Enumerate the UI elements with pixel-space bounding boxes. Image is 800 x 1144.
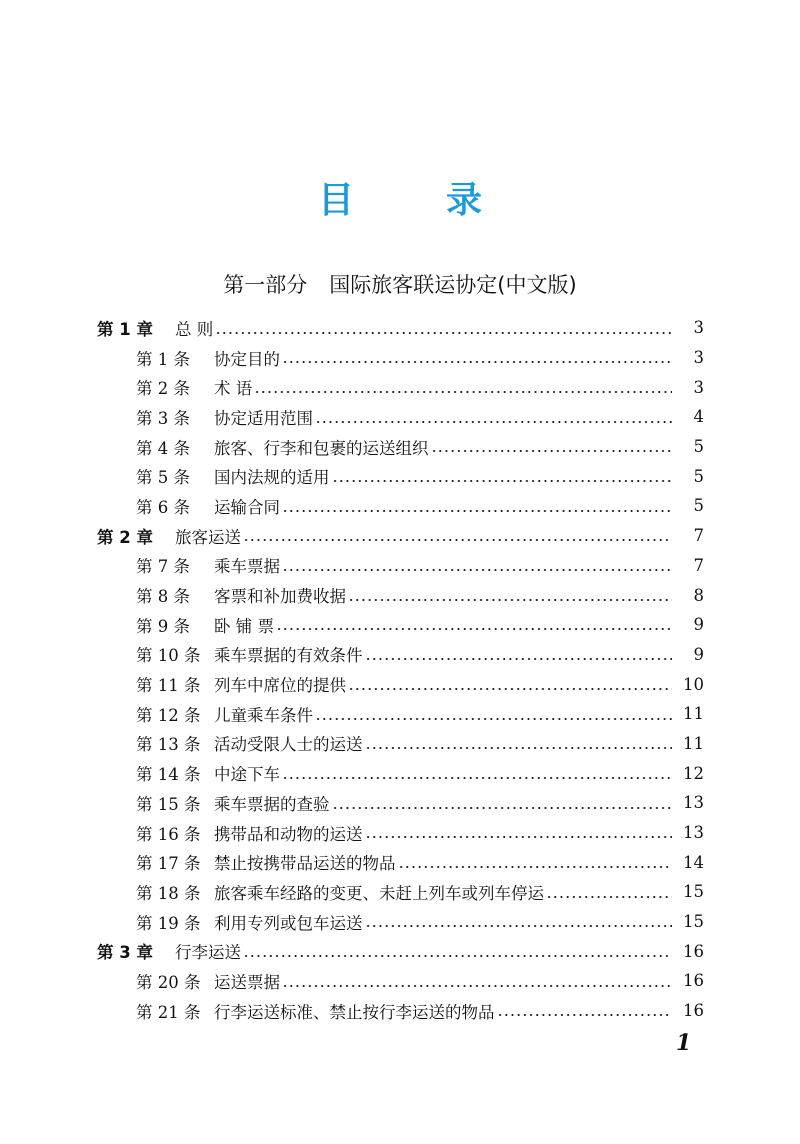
article-title: 运送票据 <box>214 972 280 992</box>
dot-leader <box>365 735 673 752</box>
table-of-contents <box>0 313 800 1026</box>
dot-leader <box>282 765 672 782</box>
part-heading <box>0 270 800 300</box>
toc-article-row[interactable] <box>0 402 800 432</box>
toc-page-number: 9 <box>693 644 704 664</box>
article-number: 第 3 条 <box>136 408 190 428</box>
toc-page-number: 5 <box>693 496 704 516</box>
toc-article-row[interactable] <box>0 758 800 788</box>
chapter-title: 旅客运送 <box>175 527 241 547</box>
toc-article-row[interactable] <box>0 432 800 462</box>
toc-page-number: 11 <box>683 704 704 724</box>
article-title: 乘车票据的有效条件 <box>214 646 363 666</box>
article-title: 国内法规的适用 <box>214 468 330 488</box>
article-title: 客票和补加费收据 <box>214 587 346 607</box>
article-title: 乘车票据 <box>214 557 280 577</box>
toc-page-number: 13 <box>683 793 704 813</box>
dot-leader <box>282 557 672 574</box>
article-number: 第 11 条 <box>136 676 201 696</box>
article-number: 第 4 条 <box>136 438 190 458</box>
article-number: 第 13 条 <box>136 735 201 755</box>
chapter-number: 第 3 章 <box>97 943 153 963</box>
toc-article-row[interactable] <box>0 907 800 937</box>
page-title: 目录 <box>317 180 574 221</box>
article-title: 运输合同 <box>214 497 280 517</box>
toc-page-number: 7 <box>693 555 704 575</box>
dot-leader <box>332 795 673 812</box>
toc-page-number: 9 <box>693 615 704 635</box>
dot-leader <box>332 468 673 485</box>
toc-page-number: 10 <box>683 674 704 694</box>
chapter-number: 第 1 章 <box>97 319 153 339</box>
article-title: 儿童乘车条件 <box>214 705 313 725</box>
dot-leader <box>282 498 672 515</box>
dot-leader <box>365 913 673 930</box>
toc-article-row[interactable] <box>0 788 800 818</box>
article-title: 卧 铺 票 <box>214 616 274 636</box>
article-number: 第 19 条 <box>136 913 201 933</box>
toc-page-number: 8 <box>693 585 704 605</box>
article-number: 第 20 条 <box>136 972 201 992</box>
article-title: 列车中席位的提供 <box>214 676 346 696</box>
article-number: 第 2 条 <box>136 379 190 399</box>
chapter-number: 第 2 章 <box>97 527 153 547</box>
dot-leader <box>431 438 673 455</box>
toc-article-row[interactable] <box>0 461 800 491</box>
article-number: 第 15 条 <box>136 794 201 814</box>
article-title: 活动受限人士的运送 <box>214 735 363 755</box>
article-title: 协定目的 <box>214 349 280 369</box>
article-title: 协定适用范围 <box>214 408 313 428</box>
toc-article-row[interactable] <box>0 729 800 759</box>
article-number: 第 12 条 <box>136 705 201 725</box>
part-name: 国际旅客联运协定(中文版) <box>329 273 577 297</box>
article-title: 禁止按携带品运送的物品 <box>214 854 396 874</box>
toc-page-number: 3 <box>693 377 704 397</box>
toc-page-number: 13 <box>683 823 704 843</box>
dot-leader <box>497 1002 673 1019</box>
toc-article-row[interactable] <box>0 877 800 907</box>
toc-page-number: 3 <box>693 348 704 368</box>
dot-leader <box>243 943 672 960</box>
toc-article-row[interactable] <box>0 818 800 848</box>
article-title: 乘车票据的查验 <box>214 794 330 814</box>
toc-page-number: 12 <box>683 763 704 783</box>
article-title: 行李运送标准、禁止按行李运送的物品 <box>214 1002 495 1022</box>
dot-leader <box>276 616 672 633</box>
dot-leader <box>254 379 672 396</box>
dot-leader <box>546 884 672 901</box>
toc-article-row[interactable] <box>0 669 800 699</box>
toc-page-number: 14 <box>683 852 704 872</box>
dot-leader <box>348 676 672 693</box>
toc-article-row[interactable] <box>0 610 800 640</box>
toc-page-number: 16 <box>683 1001 704 1021</box>
dot-leader <box>215 320 672 337</box>
article-number: 第 6 条 <box>136 497 190 517</box>
dot-leader <box>365 646 673 663</box>
article-number: 第 7 条 <box>136 557 190 577</box>
toc-page-number: 7 <box>693 526 704 546</box>
toc-page-number: 11 <box>683 733 704 753</box>
toc-article-row[interactable] <box>0 699 800 729</box>
article-number: 第 5 条 <box>136 468 190 488</box>
dot-leader <box>282 349 672 366</box>
article-title: 旅客、行李和包裹的运送组织 <box>214 438 429 458</box>
part-label: 第一部分 <box>223 273 308 297</box>
toc-article-row[interactable] <box>0 640 800 670</box>
chapter-title: 行李运送 <box>175 943 241 963</box>
article-number: 第 1 条 <box>136 349 190 369</box>
article-title: 携带品和动物的运送 <box>214 824 363 844</box>
toc-page-number: 5 <box>693 466 704 486</box>
article-number: 第 10 条 <box>136 646 201 666</box>
dot-leader <box>315 409 672 426</box>
toc-article-row[interactable] <box>0 966 800 996</box>
article-number: 第 14 条 <box>136 765 201 785</box>
toc-chapter-row[interactable] <box>0 521 800 551</box>
article-title: 中途下车 <box>214 765 280 785</box>
dot-leader <box>282 973 672 990</box>
toc-page-number: 15 <box>683 912 704 932</box>
toc-article-row[interactable] <box>0 491 800 521</box>
toc-article-row[interactable] <box>0 551 800 581</box>
toc-article-row[interactable] <box>0 372 800 402</box>
article-title: 术 语 <box>214 379 253 399</box>
page-number: 1 <box>676 1030 692 1056</box>
dot-leader <box>398 854 673 871</box>
dot-leader <box>315 706 672 723</box>
toc-chapter-row[interactable] <box>0 936 800 966</box>
toc-article-row[interactable] <box>0 343 800 373</box>
toc-page-number: 16 <box>683 941 704 961</box>
article-title: 利用专列或包车运送 <box>214 913 363 933</box>
toc-page-number: 5 <box>693 437 704 457</box>
article-number: 第 8 条 <box>136 587 190 607</box>
toc-chapter-row[interactable] <box>0 313 800 343</box>
toc-page-number: 16 <box>683 971 704 991</box>
toc-page-number: 15 <box>683 882 704 902</box>
article-number: 第 18 条 <box>136 883 201 903</box>
article-title: 旅客乘车经路的变更、未赶上列车或列车停运 <box>214 883 544 903</box>
toc-page-number: 4 <box>693 407 704 427</box>
toc-article-row[interactable] <box>0 580 800 610</box>
toc-article-row[interactable] <box>0 847 800 877</box>
dot-leader <box>365 824 673 841</box>
article-number: 第 16 条 <box>136 824 201 844</box>
toc-article-row[interactable] <box>0 996 800 1026</box>
article-number: 第 17 条 <box>136 854 201 874</box>
article-number: 第 21 条 <box>136 1002 201 1022</box>
article-number: 第 9 条 <box>136 616 190 636</box>
dot-leader <box>243 527 672 544</box>
dot-leader <box>348 587 672 604</box>
toc-page-number: 3 <box>693 318 704 338</box>
chapter-title: 总 则 <box>175 319 214 339</box>
